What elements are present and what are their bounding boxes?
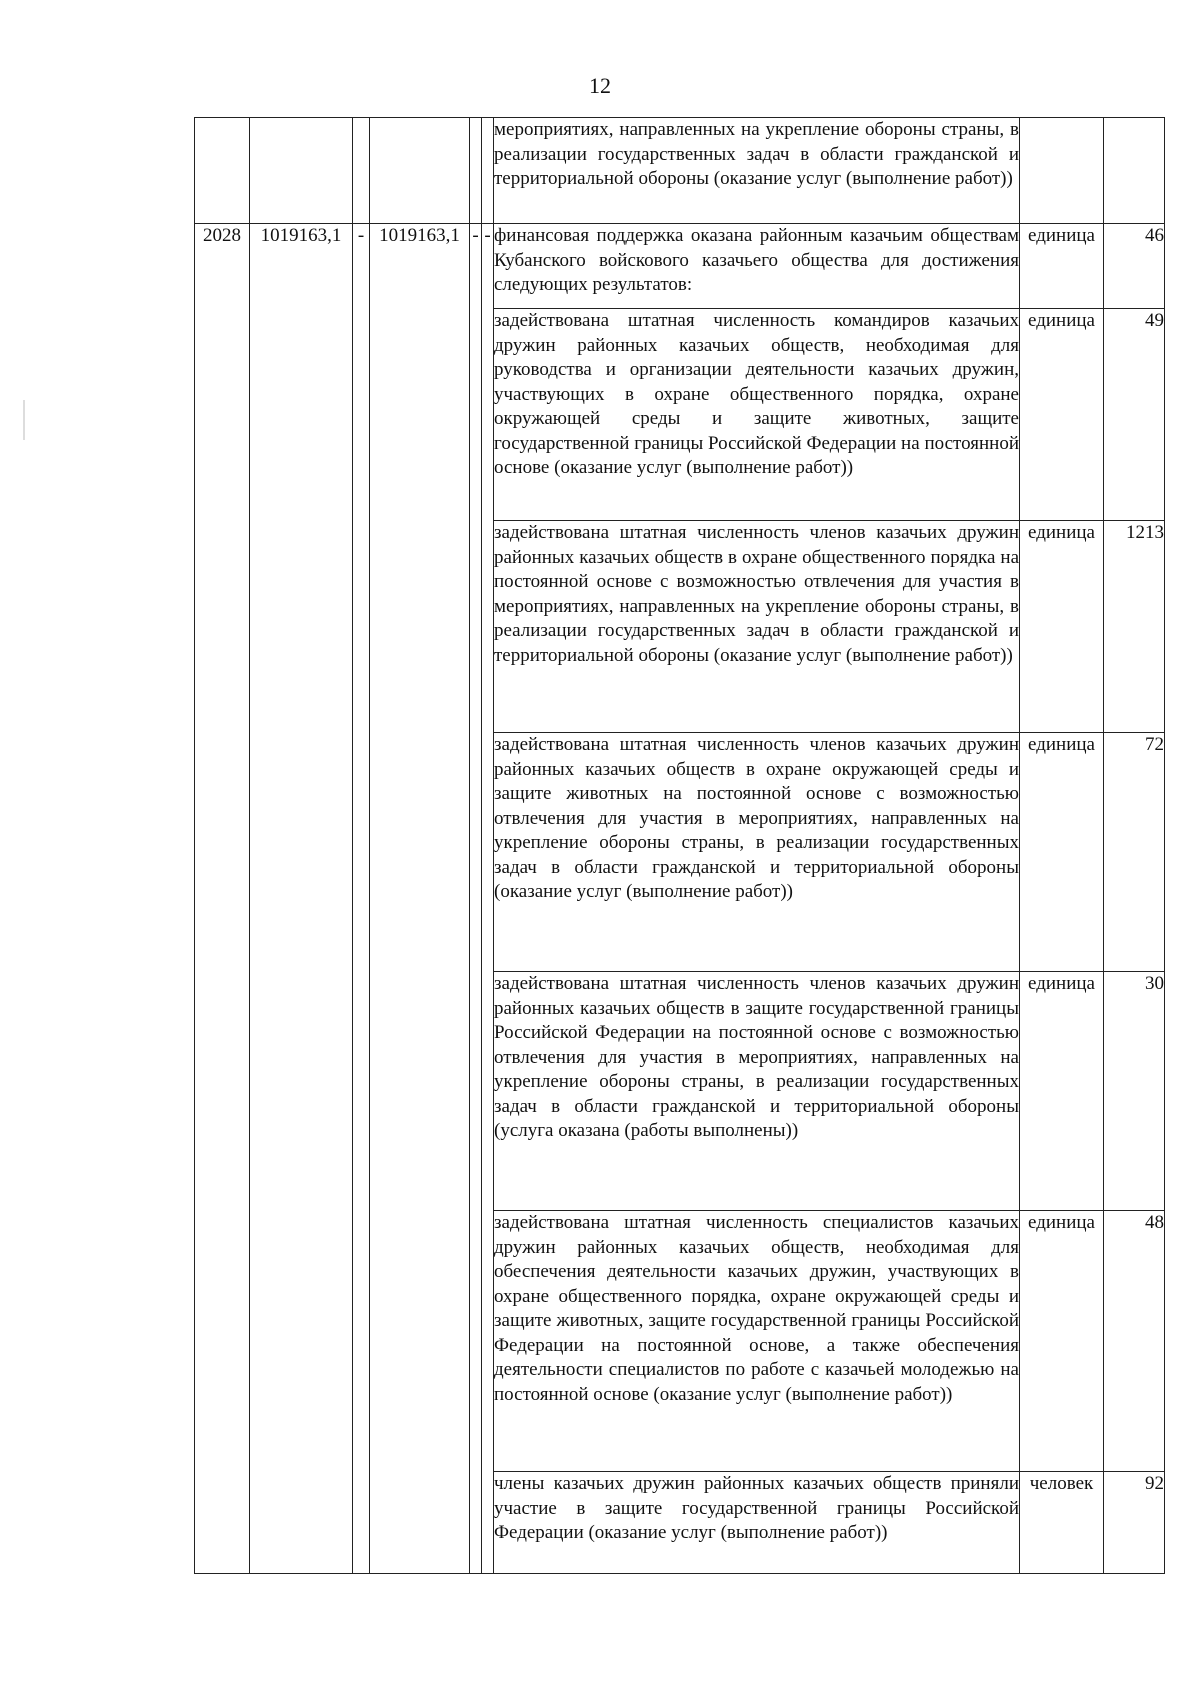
cell-unit: единица (1020, 972, 1104, 1211)
cell-total: 1019163,1 (250, 224, 353, 1574)
cell-unit: единица (1020, 309, 1104, 521)
cell-description: задействована штатная численность специалистов казачьих дружин районных казачьих обществ, необходимая для обеспечения деятельности казачьих дружин, участвующих в охране общественного порядка, охране окружающей среды и защите животных, защите государственной границы Российской Федерации на постоянной основе, а также обеспечения деятельности специалистов по работе с казачьей молодежью на постоянной основе (оказание услуг (выполнение работ)) (494, 1211, 1020, 1472)
cell-unit (1020, 118, 1104, 224)
cell-col5 (470, 118, 482, 224)
cell-col5: - (470, 224, 482, 1574)
cell-col4 (370, 118, 470, 224)
cell-description: мероприятиях, направленных на укрепление обороны страны, в реализации государственных задач в области гражданской и территориальной обороны (оказание услуг (выполнение работ)) (494, 118, 1020, 224)
cell-col6: - (482, 224, 494, 1574)
cell-value: 30 (1104, 972, 1165, 1211)
cell-description: задействована штатная численность членов казачьих дружин районных казачьих обществ в охране общественного порядка на постоянной основе с возможностью отвлечения для участия в мероприятиях, направленных на укрепление обороны страны, в реализации государственных задач в области гражданской и территориальной обороны (оказание услуг (выполнение работ)) (494, 521, 1020, 733)
cell-description: задействована штатная численность членов казачьих дружин районных казачьих обществ в охране окружающей среды и защите животных на постоянной основе с возможностью отвлечения для участия в мероприятиях, направленных на укрепление обороны страны, в реализации государственных задач в области гражданской и территориальной обороны (оказание услуг (выполнение работ)) (494, 733, 1020, 972)
cell-year (195, 118, 250, 224)
cell-year: 2028 (195, 224, 250, 1574)
cell-description: финансовая поддержка оказана районным казачьим обществам Кубанского войскового казачьего общества для достижения следующих результатов: (494, 224, 1020, 309)
cell-col4: 1019163,1 (370, 224, 470, 1574)
cell-value: 46 (1104, 224, 1165, 309)
cell-unit: единица (1020, 521, 1104, 733)
table-row-year (195, 224, 1165, 309)
cell-unit: единица (1020, 733, 1104, 972)
cell-unit: единица (1020, 224, 1104, 309)
cell-unit: единица (1020, 1211, 1104, 1472)
cell-value: 72 (1104, 733, 1165, 972)
cell-col6 (482, 118, 494, 224)
results-table (194, 117, 1165, 1574)
cell-total (250, 118, 353, 224)
scan-edge-mark (23, 400, 25, 440)
table-row-continuation (195, 118, 1165, 224)
cell-description: задействована штатная численность командиров казачьих дружин районных казачьих обществ, необходимая для руководства и организации деятельности казачьих дружин, участвующих в охране общественного порядка, охране окружающей среды и защите животных, защите государственной границы Российской Федерации на постоянной основе (оказание услуг (выполнение работ)) (494, 309, 1020, 521)
cell-col3: - (353, 224, 370, 1574)
cell-unit: человек (1020, 1472, 1104, 1574)
cell-value (1104, 118, 1165, 224)
cell-description: задействована штатная численность членов казачьих дружин районных казачьих обществ в защите государственной границы Российской Федерации на постоянной основе с возможностью отвлечения для участия в мероприятиях, направленных на укрепление обороны страны, в реализации государственных задач в области гражданской и территориальной обороны (услуга оказана (работы выполнены)) (494, 972, 1020, 1211)
page-number: 12 (589, 73, 611, 98)
cell-value: 92 (1104, 1472, 1165, 1574)
cell-value: 49 (1104, 309, 1165, 521)
cell-value: 48 (1104, 1211, 1165, 1472)
cell-description: члены казачьих дружин районных казачьих обществ приняли участие в защите государственной границы Российской Федерации (оказание услуг (выполнение работ)) (494, 1472, 1020, 1574)
cell-col3 (353, 118, 370, 224)
cell-value: 1213 (1104, 521, 1165, 733)
